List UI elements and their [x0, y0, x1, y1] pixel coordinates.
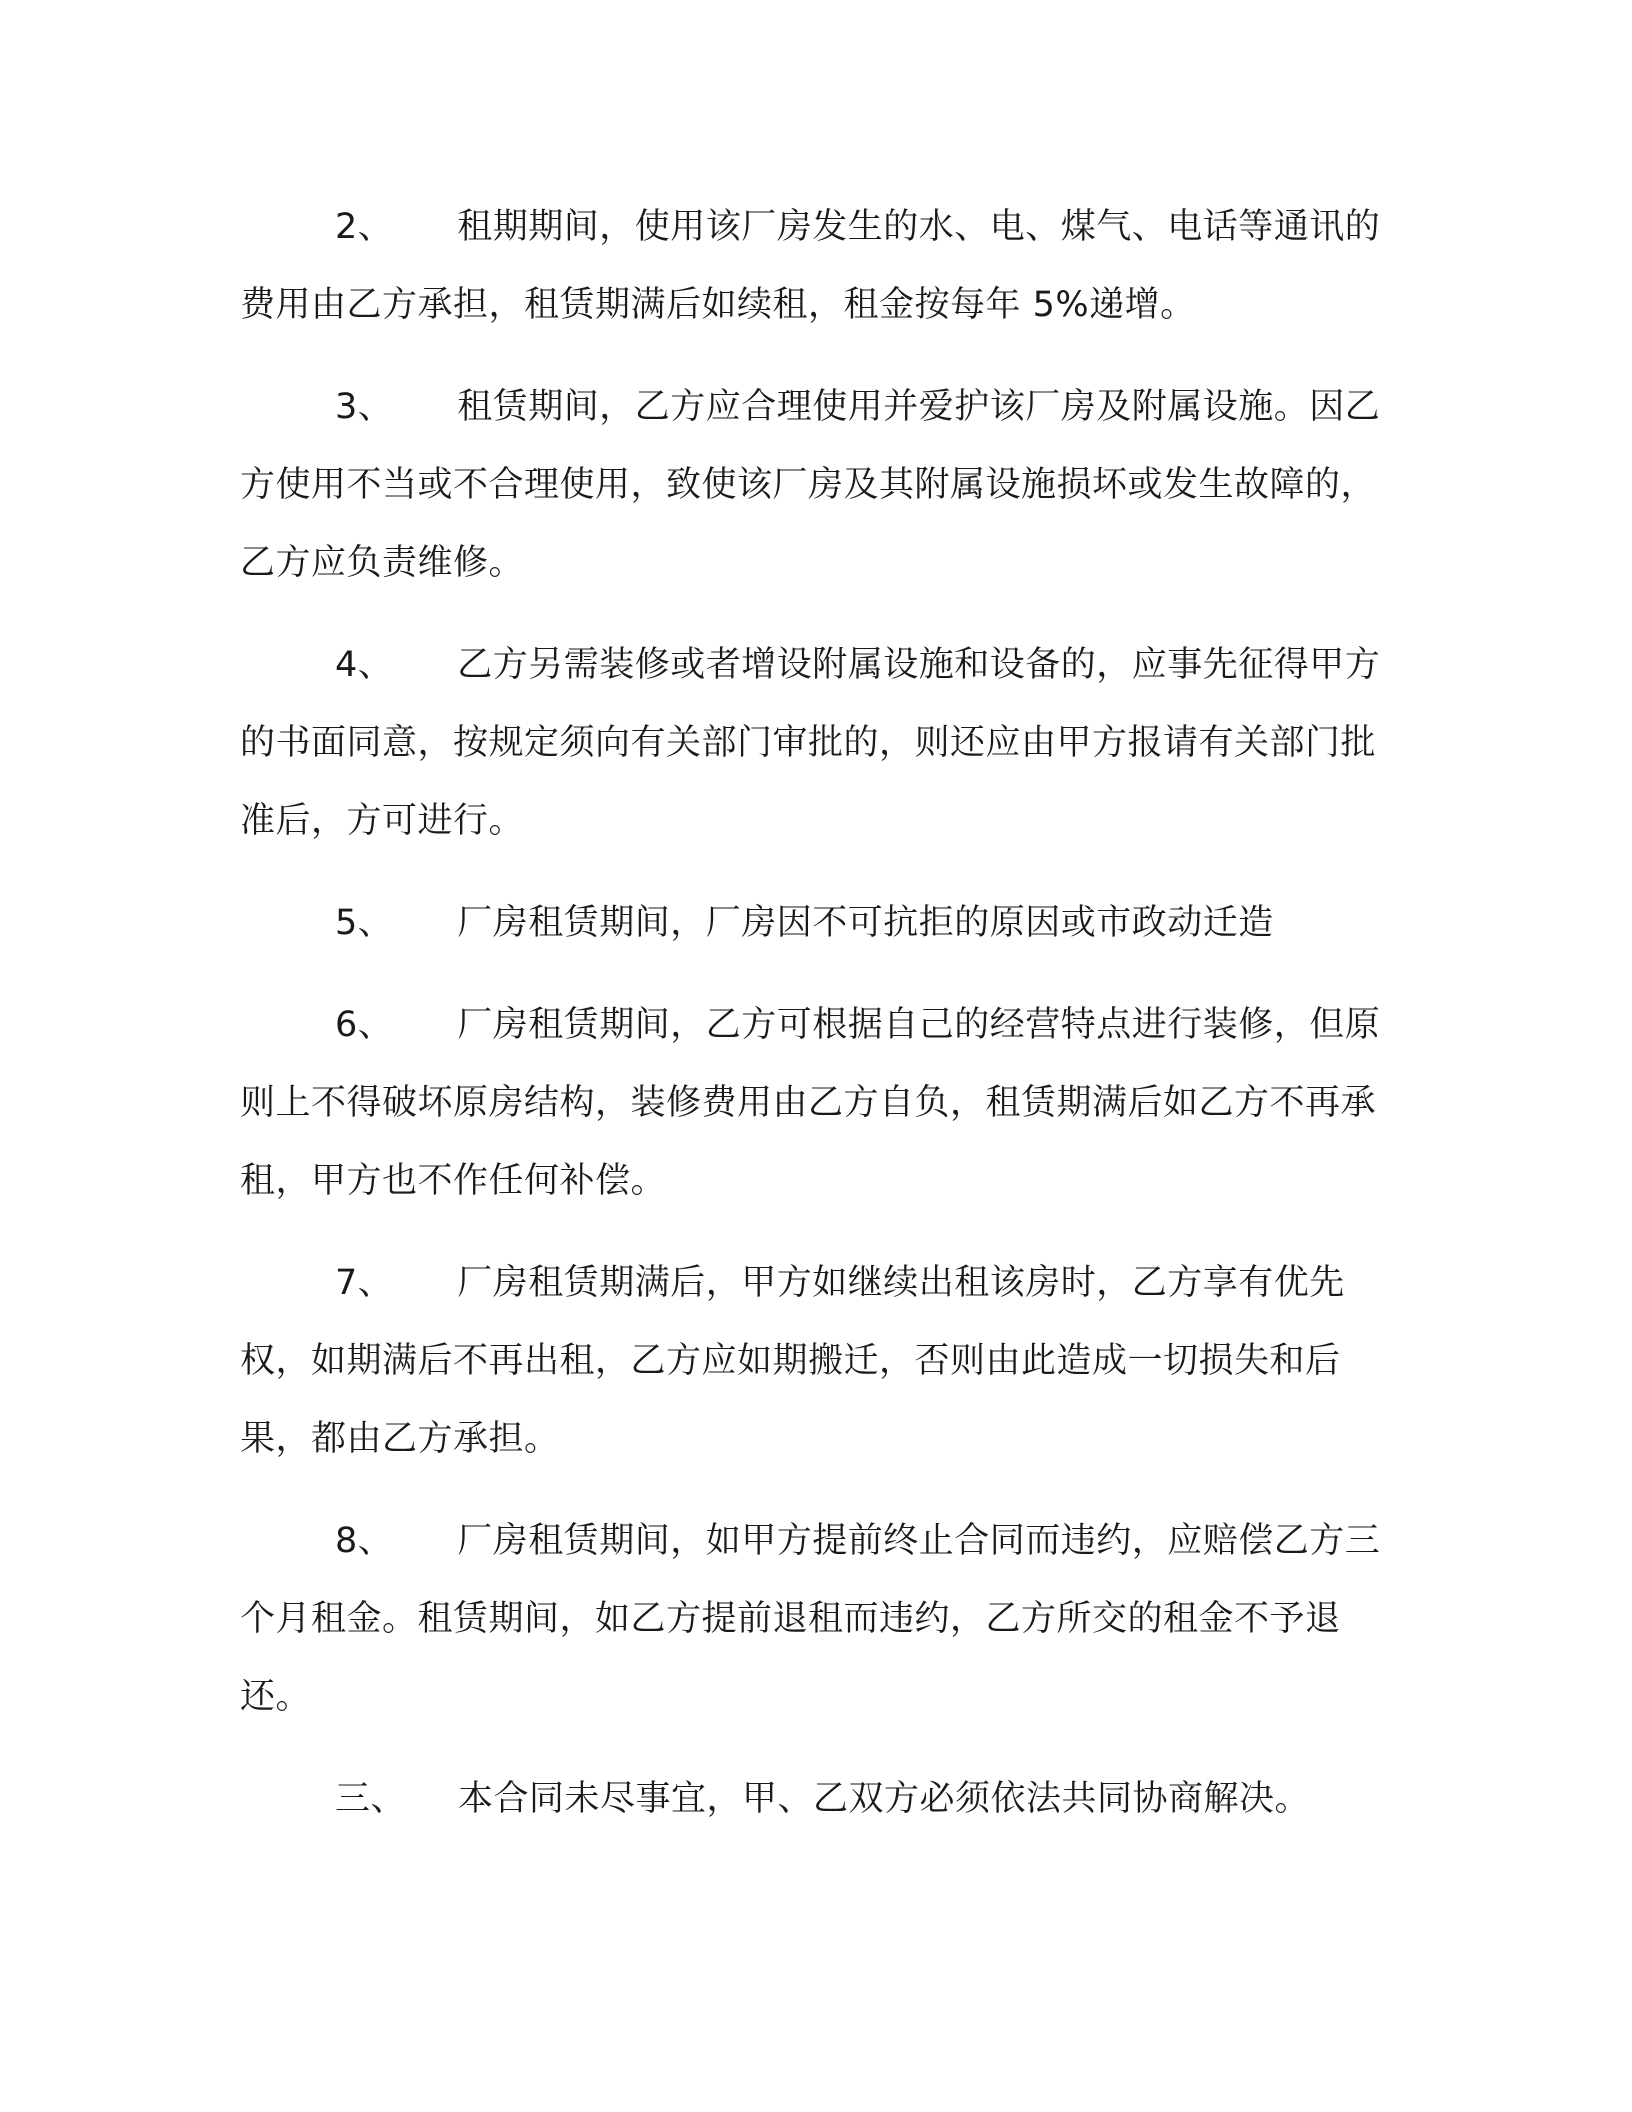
contract-body: [240, 188, 1386, 1862]
clause-3: [240, 368, 1386, 602]
clause-8: [240, 1502, 1386, 1736]
clause-number: 2、: [335, 207, 394, 247]
section-text: 本合同未尽事宜，甲、乙双方必须依法共同协商解决。: [458, 1779, 1311, 1819]
clause-number: 5、: [335, 903, 394, 943]
clause-2: [240, 188, 1386, 344]
clause-5: [240, 884, 1386, 962]
clause-number: 6、: [335, 1005, 394, 1045]
section-three: [240, 1760, 1386, 1838]
clause-text: 厂房租赁期间，厂房因不可抗拒的原因或市政动迁造: [457, 903, 1274, 943]
clause-text: 乙方另需装修或者增设附属设施和设备的，应事先征得甲方的书面同意，按规定须向有关部门审批的，则还应由甲方报请有关部门批准后，方可进行。: [240, 645, 1381, 841]
clause-number: 4、: [335, 645, 394, 685]
clause-text: 厂房租赁期满后，甲方如继续出租该房时，乙方享有优先权，如期满后不再出租，乙方应如期搬迁，否则由此造成一切损失和后果，都由乙方承担。: [240, 1263, 1345, 1459]
clause-7: [240, 1244, 1386, 1478]
clause-text: 厂房租赁期间，如甲方提前终止合同而违约，应赔偿乙方三个月租金。租赁期间，如乙方提前退租而违约，乙方所交的租金不予退还。: [240, 1521, 1381, 1717]
clause-number: 7、: [335, 1263, 394, 1303]
clause-6: [240, 986, 1386, 1220]
clause-text: 租期期间，使用该厂房发生的水、电、煤气、电话等通讯的费用由乙方承担，租赁期满后如续租，租金按每年 5%递增。: [240, 207, 1381, 325]
clause-number: 3、: [335, 387, 394, 427]
clause-number: 8、: [335, 1521, 394, 1561]
section-number: 三、: [335, 1779, 407, 1819]
clause-text: 厂房租赁期间，乙方可根据自己的经营特点进行装修，但原则上不得破坏原房结构，装修费用由乙方自负，租赁期满后如乙方不再承租，甲方也不作任何补偿。: [240, 1005, 1381, 1201]
clause-4: [240, 626, 1386, 860]
clause-text: 租赁期间，乙方应合理使用并爱护该厂房及附属设施。因乙方使用不当或不合理使用，致使该厂房及其附属设施损坏或发生故障的，乙方应负责维修。: [240, 387, 1381, 583]
